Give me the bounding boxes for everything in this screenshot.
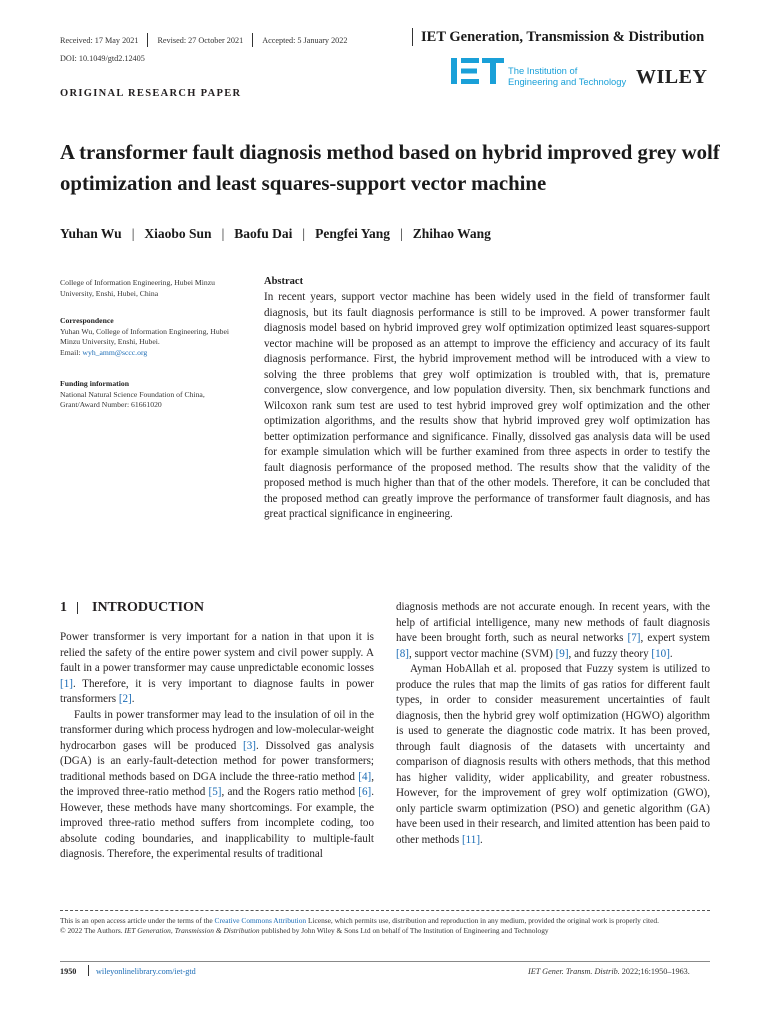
citation-line bbox=[528, 967, 690, 976]
wiley-logo[interactable]: WILEY bbox=[636, 66, 708, 88]
text: License, which permits use, distribution and reproduction in any medium, provided the original work is properly cited. bbox=[306, 916, 659, 925]
revised-date: Revised: 27 October 2021 bbox=[157, 35, 244, 45]
reference-link[interactable]: [11] bbox=[461, 833, 481, 846]
text: , and the Rogers ratio method bbox=[221, 786, 359, 798]
reference-link[interactable]: [8] bbox=[396, 647, 409, 660]
funding-heading: Funding information bbox=[60, 379, 129, 388]
journal-name bbox=[412, 28, 704, 46]
text: . bbox=[669, 647, 673, 660]
correspondence-heading: Correspondence bbox=[60, 316, 114, 325]
footnote-divider bbox=[60, 910, 710, 911]
text: © 2022 The Authors. bbox=[60, 926, 125, 936]
page-number: 1950 bbox=[60, 967, 77, 976]
iet-institution-name bbox=[508, 66, 626, 87]
journal-title: IET Generation, Transmission & Distribution bbox=[421, 28, 705, 45]
reference-link[interactable]: [1] bbox=[60, 677, 73, 690]
iet-name-line2: Engineering and Technology bbox=[508, 75, 627, 87]
reference-link[interactable]: [5] bbox=[208, 786, 222, 798]
license-footnote bbox=[60, 916, 710, 936]
correspondence-text: Yuhan Wu, College of Information Engineering, Hubei Minzu University, Enshi, Hubei. bbox=[60, 326, 230, 347]
paragraph bbox=[396, 662, 710, 848]
divider bbox=[252, 33, 253, 47]
text: Power transformer is very important for a nation in that upon it is relied the safety of the entire power system and civil power supply. A fault in a power transformer may cause unpredictable economic losses bbox=[60, 631, 374, 674]
section-title: INTRODUCTION bbox=[92, 600, 205, 615]
text: , support vector machine (SVM) bbox=[408, 647, 556, 660]
journal-url-link[interactable]: wileyonlinelibrary.com/iet-gtd bbox=[96, 967, 196, 976]
text: . bbox=[480, 833, 483, 846]
divider bbox=[412, 28, 413, 46]
funding-block bbox=[60, 379, 240, 411]
text: IET Gener. Transm. Distrib. bbox=[528, 967, 620, 976]
divider bbox=[88, 965, 89, 976]
reference-link[interactable]: [6] bbox=[358, 786, 372, 798]
author-separator: | bbox=[131, 226, 135, 241]
reference-link[interactable]: [7] bbox=[627, 632, 641, 644]
section-number: 1 bbox=[60, 600, 67, 615]
text: diagnosis methods are not accurate enough. In recent years, with the help of artificial intelligence, many new methods of fault diagnosis have been brought forth, such as neural networks bbox=[396, 601, 710, 644]
author-name[interactable]: Zhihao Wang bbox=[412, 226, 491, 241]
author-separator: | bbox=[221, 226, 225, 241]
section-heading bbox=[60, 600, 204, 616]
text: Ayman HobAllah et al. proposed that Fuzzy system is utilized to produce the rules that map the limits of gas ratios for different fault types, in order to consider measurement uncertainties of fault diagnosis, then the hybrid grey wolf optimization (HGWO) algorithm is used to generate the diagnostic code matrix. It has been proved, through fault diagnosis of the datasets with uncertainty and comparison of diagnosis results with others methods, that this method has higher validity, wider applicability, and greater robustness. However, for the improvement of grey wolf optimization (GWO), only particle swarm optimization (PSO) and genetic algorithm (GA) have been used in their research, and limited attention has been paid to other methods bbox=[396, 663, 710, 846]
license-link[interactable]: Creative Commons Attribution bbox=[214, 916, 307, 925]
text: IET Generation, Transmission & Distribution bbox=[124, 926, 260, 936]
text: , and fuzzy theory bbox=[568, 647, 652, 660]
article-dates bbox=[60, 33, 347, 47]
author-separator: | bbox=[399, 226, 403, 241]
paragraph bbox=[60, 708, 374, 863]
text: 2022;16:1950–1963. bbox=[619, 967, 690, 976]
received-date: Received: 17 May 2021 bbox=[60, 35, 139, 45]
iet-logo[interactable] bbox=[451, 56, 505, 91]
iet-logo-mark-icon bbox=[451, 56, 505, 86]
paragraph bbox=[60, 630, 374, 708]
divider bbox=[147, 33, 148, 47]
reference-link[interactable]: [2] bbox=[118, 693, 132, 705]
abstract-heading: Abstract bbox=[264, 276, 304, 287]
body-column-right bbox=[396, 600, 710, 848]
author-name[interactable]: Pengfei Yang bbox=[315, 226, 390, 241]
text: . Therefore, it is very important to diagnose faults in power transformers bbox=[60, 677, 374, 705]
author-name[interactable]: Yuhan Wu bbox=[60, 226, 122, 241]
text: Faults in power transformer may lead to the insulation of oil in the transformer during which process hydrogen and low-molecular-weight hydrocarbon gases will be produced bbox=[60, 708, 375, 752]
author-name[interactable]: Baofu Dai bbox=[234, 226, 293, 241]
email-link[interactable]: wyh_amm@sccc.org bbox=[82, 347, 148, 357]
reference-link[interactable]: [10] bbox=[651, 647, 670, 660]
body-column-left bbox=[60, 630, 374, 863]
copyright-text bbox=[60, 926, 710, 936]
text: . bbox=[131, 693, 135, 705]
reference-link[interactable]: [9] bbox=[555, 647, 569, 660]
email-line bbox=[60, 348, 240, 359]
text: published by John Wiley & Sons Ltd on behalf of The Institution of Engineering and Technology bbox=[259, 926, 549, 936]
text: This is an open access article under the terms of the bbox=[60, 916, 215, 925]
text: , expert system bbox=[640, 632, 711, 644]
email-label: Email: bbox=[60, 347, 83, 357]
iet-name-line1: The Institution of bbox=[508, 65, 578, 76]
paper-type: ORIGINAL RESEARCH PAPER bbox=[60, 88, 242, 99]
license-text bbox=[60, 916, 710, 926]
text: . However, these methods have many shortcomings. For example, the improved three-ratio method suffers from incomplete coding, too absolute coding boundaries, and inapplicability to multiple-fault diagnosis. Therefore, the experimental results of traditional bbox=[60, 786, 374, 860]
accepted-date: Accepted: 5 January 2022 bbox=[262, 35, 348, 45]
abstract-text: In recent years, support vector machine has been widely used in the field of transformer fault diagnosis, but its fault diagnosis performance is still to be improved. A power transformer fault diagnosis model based on hybrid improved grey wolf optimization optimized least squares-support vector machine will be proposed as an attempt to improve the efficiency and accuracy of its fault diagnosis performance. First, the hybrid improvement method will be introduced with a view to solving the three problems that grey wolf optimization is troubled with, that is, premature convergence, slow convergence, and low population diversity. Then, six benchmark functions and Wilcoxon rank sum test are used to test hybrid improved grey wolf optimization and the other optimization algorithms, and the results show that hybrid improved grey wolf optimization has better optimization performance and significance. Finally, dissolved gas analysis data will be used for example simulation which will be further examined from three aspects in order to testify the fault diagnosis performance of the proposed method. The results show that the validity of the proposed method is much higher than that of the other models. Therefore, it can be concluded that the proposed method can greatly improve the performance of transformer fault diagnosis, and has great practical significance in engineering. bbox=[264, 291, 710, 520]
author-separator: | bbox=[302, 226, 306, 241]
text: , the improved three-ratio method bbox=[60, 770, 374, 798]
funding-text: National Natural Science Foundation of China, Grant/Award Number: 61661020 bbox=[60, 389, 205, 410]
paragraph bbox=[396, 600, 710, 662]
text: . Dissolved gas analysis (DGA) is an early-fault-detection method for power transformers; traditional methods based on DGA include the three-ratio method bbox=[60, 739, 375, 783]
article-title: A transformer fault diagnosis method based on hybrid improved grey wolf optimization and least squares-support vector machine bbox=[60, 141, 720, 195]
reference-link[interactable]: [4] bbox=[358, 770, 372, 783]
author-list bbox=[60, 226, 491, 242]
doi: DOI: 10.1049/gtd2.12405 bbox=[60, 54, 145, 63]
reference-link[interactable]: [3] bbox=[243, 739, 256, 752]
affiliation: College of Information Engineering, Hubei Minzu University, Enshi, Hubei, China bbox=[60, 278, 215, 298]
footer-rule bbox=[60, 961, 710, 962]
author-name[interactable]: Xiaobo Sun bbox=[144, 226, 212, 241]
divider bbox=[77, 602, 78, 614]
correspondence-block bbox=[60, 316, 240, 358]
